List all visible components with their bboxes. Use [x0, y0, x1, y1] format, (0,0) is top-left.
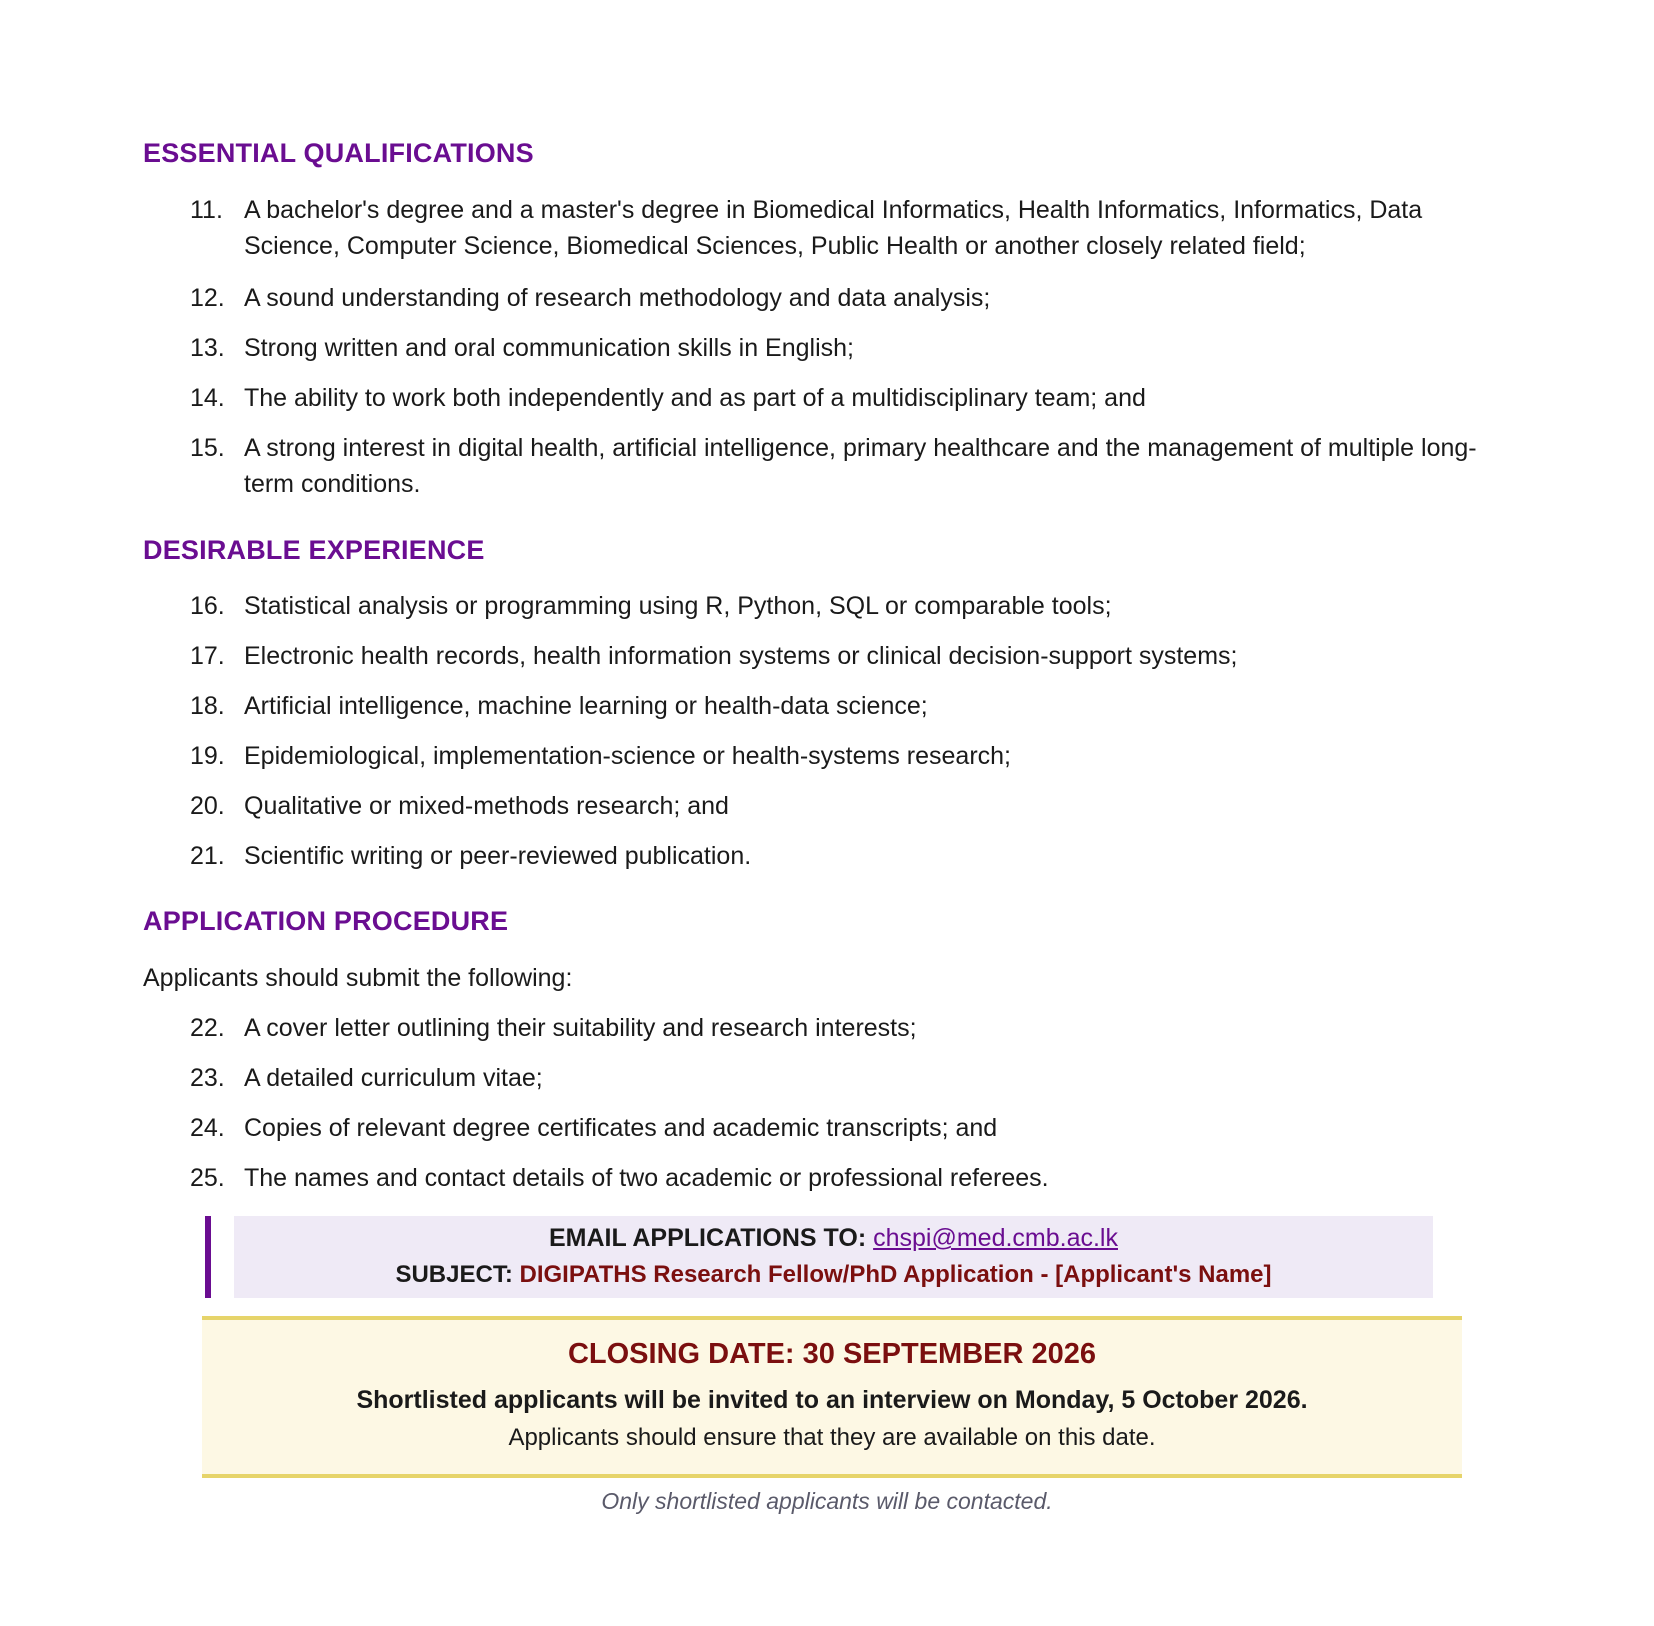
list-number: 11.	[190, 196, 223, 224]
list-text: A strong interest in digital health, artificial intelligence, primary healthcare and the management of multiple long-term conditions.	[244, 434, 1477, 498]
list-text: Electronic health records, health information systems or clinical decision-support systems;	[244, 642, 1238, 670]
list-number: 22.	[190, 1014, 225, 1042]
email-label: EMAIL APPLICATIONS TO:	[549, 1224, 867, 1252]
subject-value: DIGIPATHS Research Fellow/PhD Application - [Applicant's Name]	[519, 1261, 1272, 1288]
list-text: A sound understanding of research methodology and data analysis;	[244, 284, 991, 312]
email-line	[234, 1220, 1433, 1256]
email-callout	[205, 1216, 1433, 1298]
closing-date-title: CLOSING DATE: 30 SEPTEMBER 2026	[567, 1338, 1097, 1370]
list-item	[190, 192, 1490, 264]
list-text: A bachelor's degree and a master's degree in Biomedical Informatics, Health Informatics, Informatics, Data Science, Computer Science, Biomedical Sciences, Public Health or another closely related field;	[244, 196, 1423, 260]
list-text: The ability to work both independently and as part of a multidisciplinary team; and	[244, 384, 1146, 412]
list-text: Strong written and oral communication skills in English;	[244, 334, 854, 362]
list-item	[190, 430, 1490, 502]
list-text: A detailed curriculum vitae;	[244, 1064, 543, 1092]
list-number: 14.	[190, 384, 225, 412]
list-text: Artificial intelligence, machine learning or health-data science;	[244, 692, 928, 720]
heading-desirable-experience: DESIRABLE EXPERIENCE	[143, 535, 485, 565]
list-number: 24.	[190, 1114, 225, 1142]
list-text: The names and contact details of two academic or professional referees.	[244, 1164, 1049, 1192]
application-intro: Applicants should submit the following:	[143, 964, 573, 992]
subject-label: SUBJECT:	[395, 1261, 513, 1288]
list-number: 13.	[190, 334, 225, 362]
email-link[interactable]: chspi@med.cmb.ac.lk	[873, 1224, 1118, 1252]
heading-essential-qualifications: ESSENTIAL QUALIFICATIONS	[143, 138, 534, 168]
list-number: 19.	[190, 742, 225, 770]
list-text: Qualitative or mixed-methods research; and	[244, 792, 729, 820]
list-number: 25.	[190, 1164, 225, 1192]
list-text: Epidemiological, implementation-science or health-systems research;	[244, 742, 1012, 770]
list-number: 12.	[190, 284, 225, 312]
list-text: A cover letter outlining their suitability and research interests;	[244, 1014, 917, 1042]
list-number: 17.	[190, 642, 225, 670]
list-number: 18.	[190, 692, 225, 720]
availability-note: Applicants should ensure that they are available on this date.	[508, 1424, 1156, 1451]
list-number: 15.	[190, 434, 225, 462]
list-number: 21.	[190, 842, 225, 870]
closing-date-callout	[202, 1316, 1462, 1478]
list-text: Copies of relevant degree certificates and academic transcripts; and	[244, 1114, 998, 1142]
list-text: Statistical analysis or programming using R, Python, SQL or comparable tools;	[244, 592, 1112, 620]
list-number: 23.	[190, 1064, 225, 1092]
subject-line	[234, 1258, 1433, 1292]
callout-accent-bar	[205, 1216, 211, 1298]
list-number: 16.	[190, 592, 225, 620]
heading-application-procedure: APPLICATION PROCEDURE	[143, 906, 509, 936]
list-number: 20.	[190, 792, 225, 820]
list-text: Scientific writing or peer-reviewed publication.	[244, 842, 752, 870]
footnote: Only shortlisted applicants will be contacted.	[601, 1488, 1053, 1514]
interview-notice: Shortlisted applicants will be invited to an interview on Monday, 5 October 2026.	[356, 1386, 1308, 1414]
